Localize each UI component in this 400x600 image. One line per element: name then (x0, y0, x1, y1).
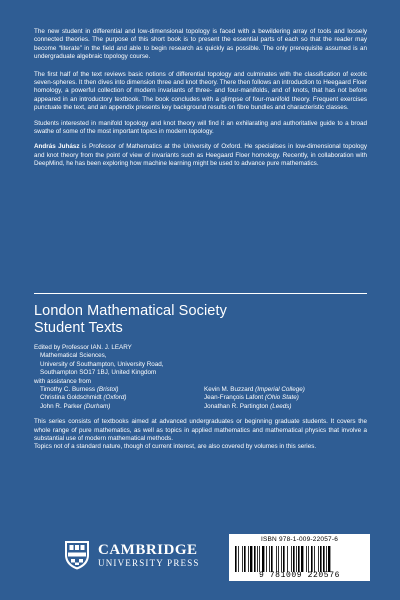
isbn-label: ISBN 978-1-009-22057-6 (260, 536, 339, 543)
barcode-bar (326, 546, 327, 572)
blurb-paragraph: The first half of the text reviews basic notions of differential topology and culminates with the classification of exotic seven-spheres. It then dives into dimension three and knot theory. There then follows an introduction to Heegaard Floer homology, a powerful collection of modern invariants of three- and four-manifolds, and of knots, that has not before appeared in an introductory textbook. The book concludes with a glimpse of four-manifold theory. Frequent exercises punctuate the text, and an appendix presents key background results on fibre bundles and characteristic classes. (34, 70, 367, 112)
series-title-line: London Mathematical Society (34, 303, 227, 319)
barcode-bar (298, 546, 300, 572)
back-cover-blurb (34, 28, 367, 176)
barcode-bar (238, 546, 239, 572)
barcode-bar (276, 546, 277, 572)
barcode-bar (248, 546, 249, 572)
barcode-bar (293, 546, 295, 572)
barcode-bar (301, 546, 303, 572)
barcode-bars (235, 546, 364, 572)
assistant-editors (40, 386, 367, 411)
barcode-bar (318, 546, 319, 572)
barcode-bar (291, 546, 292, 572)
assistant-editor: John R. Parker (Durham) (40, 402, 111, 410)
series-description (34, 418, 367, 452)
barcode-bar (242, 546, 243, 572)
barcode-bar (262, 546, 264, 572)
publisher-name-line: CAMBRIDGE (98, 541, 198, 558)
series-editor: Edited by Professor IAN. J. LEARY (34, 344, 132, 351)
assistant-editor: Timothy C. Burness (Bristol) (40, 386, 119, 394)
barcode-bar (259, 546, 260, 572)
assistance-label: with assistance from (34, 377, 92, 385)
editor-address (40, 352, 367, 377)
barcode-number: 9 781009 220576 (258, 571, 340, 580)
assistant-editor: Christina Goldschmidt (Oxford) (40, 394, 127, 402)
author-name: András Juhász (34, 143, 80, 151)
barcode-bar (244, 546, 246, 572)
barcode-bar (254, 546, 256, 572)
barcode-bar (306, 546, 307, 572)
author-bio-text: is Professor of Mathematics at the University of Oxford. He specialises in low-dimensional topology and knot theory from the point of view of invariants such as Heegaard Floer homology. Recently, in collaboration with DeepMind, he has been exploring how machine learning might be used to advance pure mathematics. (34, 143, 367, 168)
publisher-name-line: UNIVERSITY PRESS (98, 557, 200, 568)
barcode-bar (308, 546, 309, 572)
barcode-bar (311, 546, 313, 572)
series-title-line: Student Texts (34, 320, 123, 336)
barcode (229, 534, 370, 581)
barcode-bar (287, 546, 288, 572)
series-title (34, 303, 367, 337)
publisher-name (98, 542, 200, 569)
barcode-bar (314, 546, 315, 572)
barcode-bar (283, 546, 285, 572)
barcode-bar (250, 546, 252, 572)
series-description-paragraph: Topics not of a standard nature, though of current interest, are also covered by volumes in this series. (34, 443, 317, 451)
assistant-editor: Kevin M. Buzzard (Imperial College) (204, 386, 305, 394)
barcode-bar (281, 546, 282, 572)
cambridge-shield-icon (64, 540, 90, 570)
series-description-paragraph: This series consists of textbooks aimed at advanced undergraduates or beginning graduate students. It covers the whole range of pure mathematics, as well as topics in applied mathematics and mathematical physics that involve a substantial use of modern mathematical methods. (34, 418, 367, 443)
series-info (34, 303, 367, 452)
blurb-paragraph: The new student in differential and low-dimensional topology is faced with a bewildering array of tools and loosely connected theories. The purpose of this short book is to present the essential parts of each so that the reader may become “literate” in the field and able to begin research as quickly as possible. The only prerequisite assumed is an undergraduate algebraic topology course. (34, 28, 367, 61)
barcode-bar (328, 546, 330, 572)
barcode-bar (235, 546, 237, 572)
barcode-bar (266, 546, 267, 572)
address-line: Southampton SO17 1BJ, United Kingdom (40, 369, 157, 377)
barcode-bar (257, 546, 258, 572)
barcode-bar (269, 546, 270, 572)
barcode-bar (320, 546, 322, 572)
barcode-bar (323, 546, 325, 572)
publisher-logo (64, 540, 200, 570)
barcode-bar (296, 546, 297, 572)
barcode-bar (278, 546, 279, 572)
section-divider (34, 293, 367, 294)
address-line: University of Southampton, University Road, (40, 360, 164, 368)
assistant-editor: Jonathan R. Partington (Leeds) (204, 402, 292, 410)
author-bio (34, 143, 367, 168)
barcode-bar (271, 546, 273, 572)
blurb-paragraph: Students interested in manifold topology and knot theory will find it an exhilarating and authoritative guide to a broad swathe of some of the most important topics in modern topology. (34, 119, 367, 136)
address-line: Mathematical Sciences, (40, 352, 107, 360)
assistant-editor: Jean-François Lafont (Ohio State) (204, 394, 299, 402)
